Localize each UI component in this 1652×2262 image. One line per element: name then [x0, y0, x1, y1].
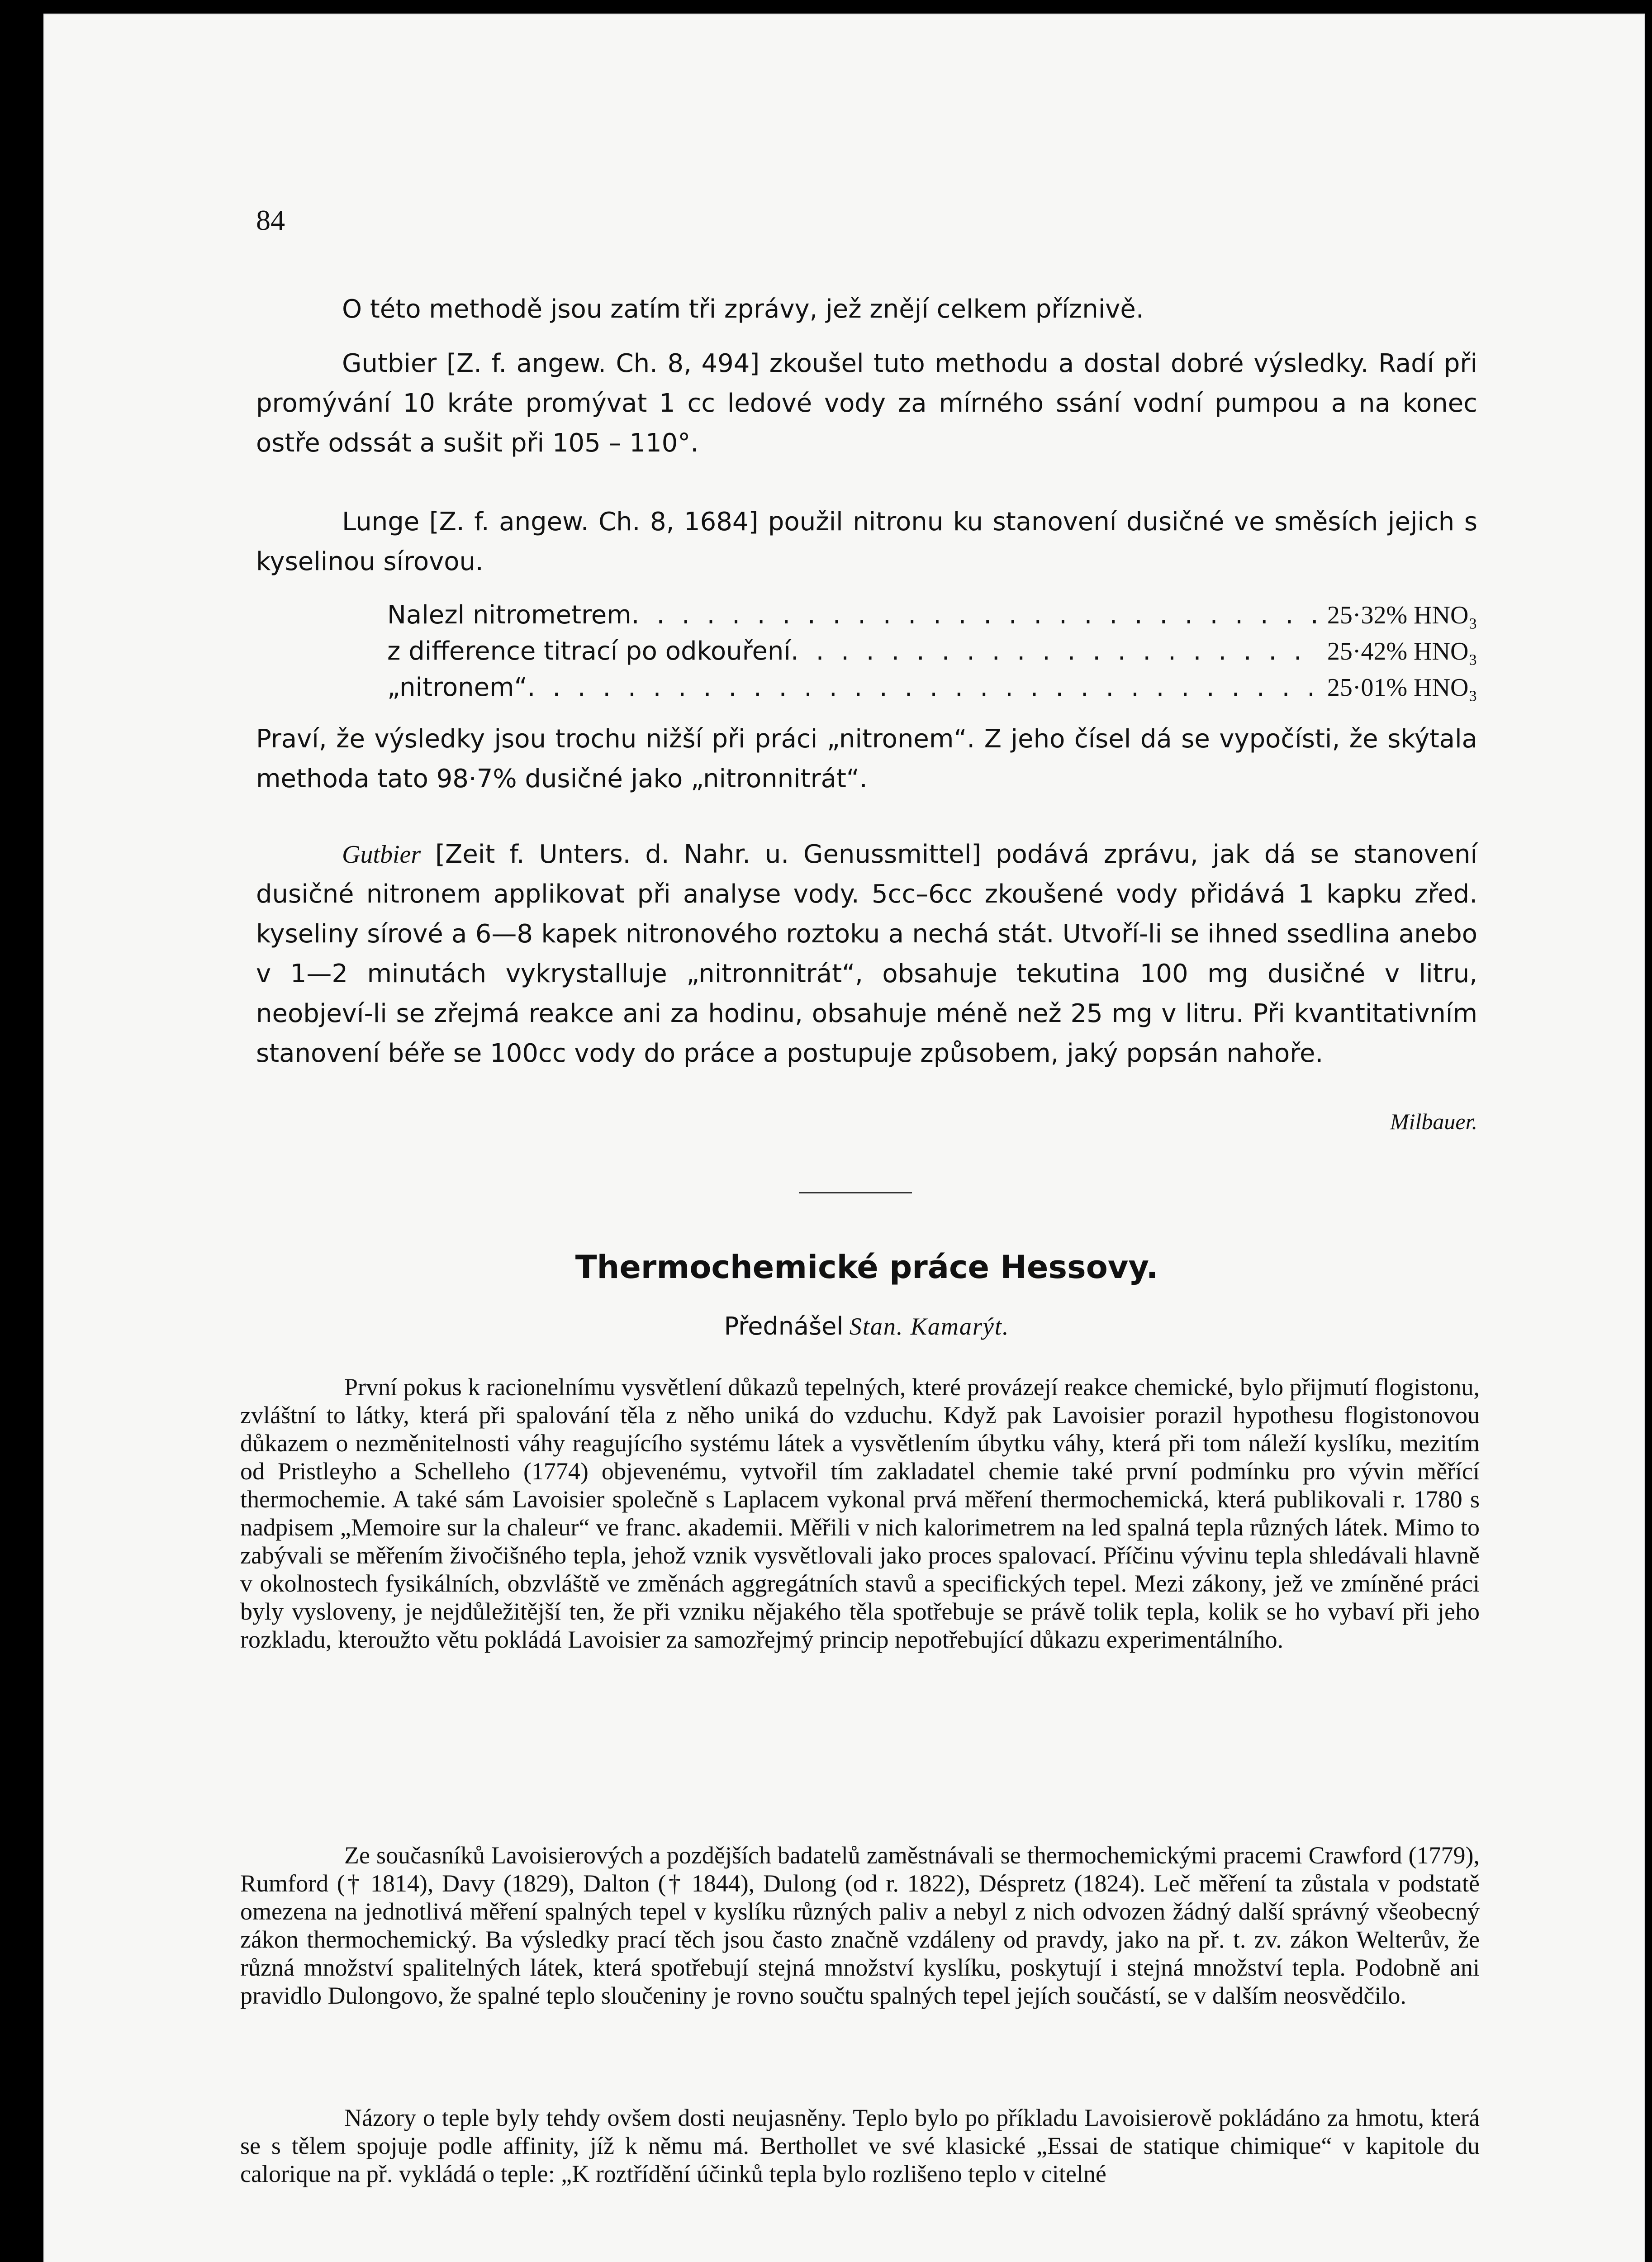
article-paragraph-2: Ze současníků Lavoisierových a pozdějších badatelů zaměstnávali se thermochemickými pracemi Crawford (1779), Rumford († 1814), Davy (1829), Dalton († 1844), Dulong (od r. 1822), Déspretz (1824). Leč měření ta zůstala v podstatě omezena na jednotlivá měření spalných tepel v kyslíku různých paliv a nebyl z nich odvozen žádný další správný všeobecný zákon thermochemický. Ba výsledky prací těch jsou často značně vzdáleny od pravdy, jako na př. t. zv. zákon Welterův, že různá množství spalitelných látek, která spotřebují stejná množství kyslíku, poskytují i stejná množství tepla. Podobně ani pravidlo Dulongovo, že spalné teplo sloučeniny je rovno součtu spalných tepel jejích součástí, se v dalším neosvědčilo.	[240, 1842, 1480, 2009]
result-label: z difference titrací po odkouření	[387, 637, 791, 666]
page	[43, 14, 1645, 2262]
result-row	[387, 670, 1477, 706]
section-divider	[799, 1192, 912, 1193]
paragraph-results-comment: Praví, že výsledky jsou trochu nižší při práci „nitronem“. Z jeho čísel dá se vypočísti, že skýtala methoda tato 98·7% dusičné jako „nitronnitrát“.	[256, 724, 1477, 794]
paragraph-gutbier-1: Gutbier [Z. f. angew. Ch. 8, 494] zkoušel tuto methodu a dostal dobré výsledky. Radí při promývání 10 kráte promývat 1 cc ledové vody za mírného ssání vodní pumpou a na konec ostře odssát a sušit při 105 – 110°.	[256, 349, 1477, 458]
result-value: 25·32% HNO₃	[1327, 601, 1477, 629]
result-row	[387, 633, 1477, 670]
lecturer-name: Stan. Kamarýt.	[849, 1313, 1010, 1340]
paragraph-intro: O této methodě jsou zatím tři zprávy, jež znějí celkem příznivě.	[342, 295, 1144, 324]
result-label: „nitronem“	[387, 673, 527, 702]
results-list	[387, 597, 1477, 706]
result-label: Nalezl nitrometrem	[387, 600, 631, 630]
article-paragraph-3: Názory o teple byly tehdy ovšem dosti neujasněny. Teplo bylo po příkladu Lavoisierově pokládáno za hmotu, která se s tělem spojuje podle affinity, jíž k němu má. Berthollet ve své klasické „Essai de statique chimique“ v kapitole du calorique na př. vykládá o teple: „K roztřídění účinků tepla bylo rozlišeno teplo v citelné	[240, 2104, 1480, 2187]
result-value: 25·42% HNO₃	[1327, 637, 1477, 665]
page-number: 84	[256, 204, 285, 236]
lecturer-prefix: Přednášel	[724, 1312, 844, 1340]
lecturer-line	[256, 1312, 1477, 1340]
paragraph-lunge: Lunge [Z. f. angew. Ch. 8, 1684] použil nitronu ku stanovení dusičné ve směsích jejich s kyselinou sírovou.	[256, 507, 1477, 576]
paragraph-gutbier-2	[256, 835, 1477, 1074]
signature: Milbauer.	[1390, 1109, 1477, 1134]
article-title: Thermochemické práce Hessovy.	[575, 1249, 1158, 1286]
article-paragraph-1: První pokus k racionelnímu vysvětlení důkazů tepelných, které provázejí reakce chemické, bylo přijmutí flogistonu, zvláštní to látky, která při spalování těla z něho uniká do vzduchu. Když pak Lavoisier porazil hypothesu flogistonovou důkazem o nezměnitelnosti váhy reagujícího systému látek a vysvětlením úbytku váhy, která při tom náleží kyslíku, mezitím od Pristleyho a Schelleho (1774) objevenému, vytvořil tím zakladatel chemie také první podmínku pro vývin měřící thermochemie. A také sám Lavoisier společně s Laplacem vykonal prvá měření thermochemická, která publikovali r. 1780 s nadpisem „Memoire sur la chaleur“ ve franc. akademii. Měřili v nich kalorimetrem na led spalná tepla různých látek. Mimo to zabývali se měřením živočišného tepla, jehož vznik vysvětlovali jako proces spalovací. Příčinu vývinu tepla shledávali hlavně v okolnostech fysikálních, obzvláště ve změnách aggregátních stavů a specifických tepel. Mezi zákony, jež ve zmíněné práci byly vysloveny, je nejdůležitější ten, že při vzniku nějakého těla spotřebuje se právě tolik tepla, kolik se ho vybaví při jeho rozkladu, kteroužto větu pokládá Lavoisier za samozřejmý princip nepotřebující důkazu experimentálního.	[240, 1373, 1480, 1653]
result-row	[387, 597, 1477, 633]
result-value: 25·01% HNO₃	[1327, 674, 1477, 702]
paragraph-gutbier-2-text: [Zeit f. Unters. d. Nahr. u. Genussmittel] podává zprávu, jak dá se stanovení dusičné nitronem applikovat při analyse vody. 5cc–6cc zkoušené vody přidává 1 kapku zřed. kyseliny sírové a 6—8 kapek nitronového roztoku a nechá stát. Utvoří-li se ihned ssedlina anebo v 1—2 minutách vykrystalluje „nitronnitrát“, obsahuje tekutina 100 mg dusičné v litru, neobjeví-li se zřejmá reakce ani za hodinu, obsahuje méně než 25 mg v litru. Při kvantitativním stanovení béře se 100cc vody do práce a postupuje způsobem, jaký popsán nahoře.	[256, 840, 1477, 1068]
author-name: Gutbier	[342, 841, 421, 869]
